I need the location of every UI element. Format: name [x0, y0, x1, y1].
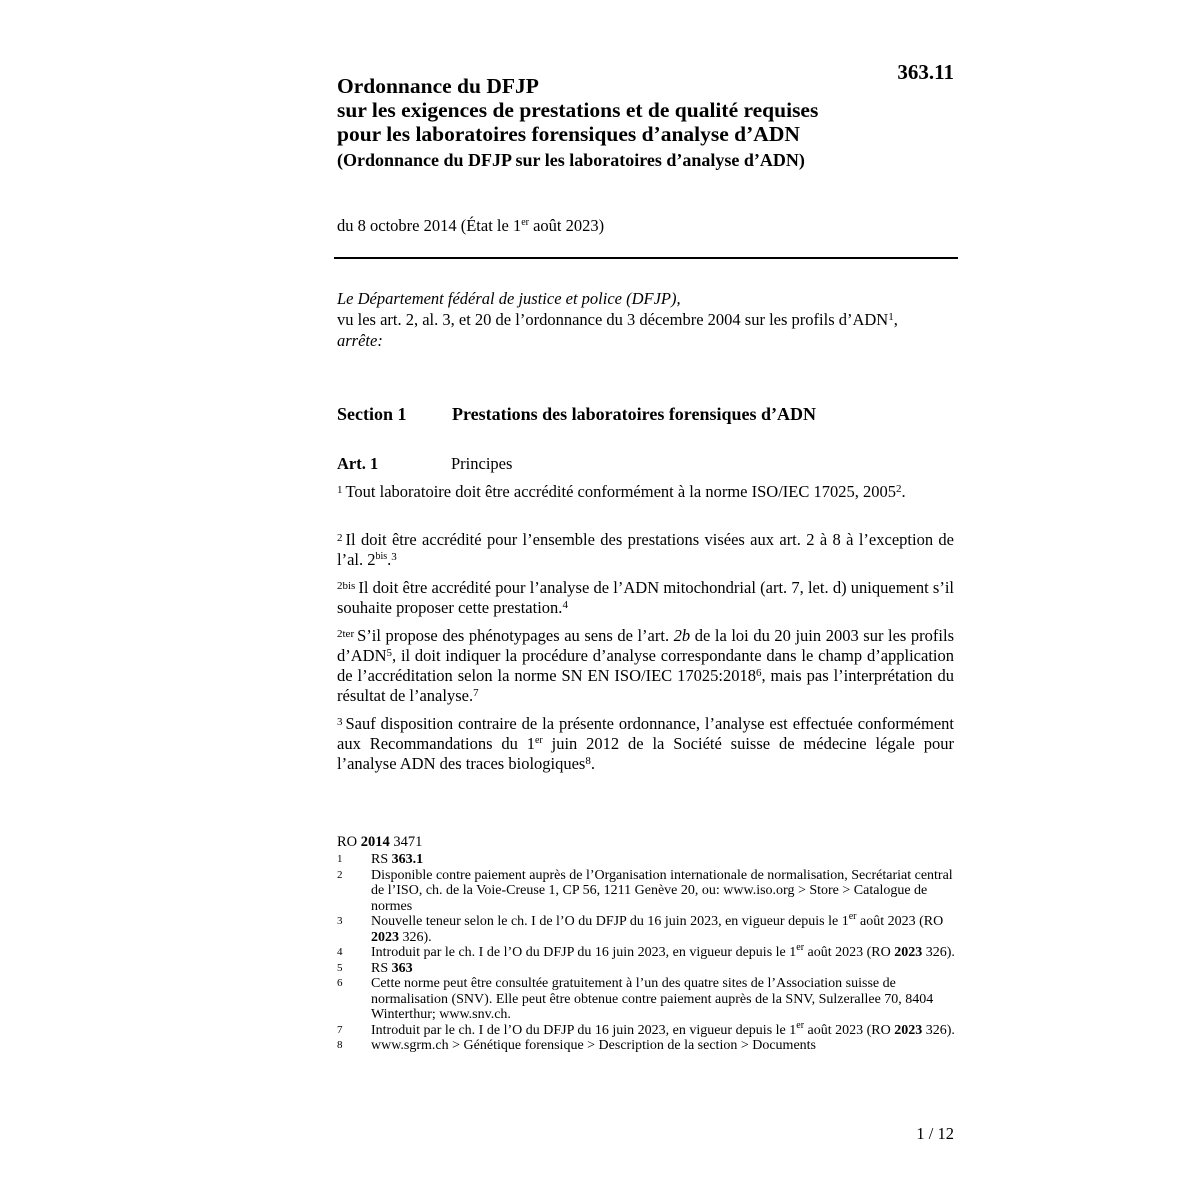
footnote-text	[371, 961, 957, 977]
paragraph-text: juin 2012 de la Société suisse de médecine légale pour l’analyse ADN des traces biologiques	[337, 734, 954, 773]
fn-text: Nouvelle teneur selon le ch. I de l’O du DFJP du 16 juin 2023, en vigueur depuis le 1	[371, 914, 849, 929]
footnote-number: 3	[337, 915, 343, 927]
footnote-number: 4	[337, 946, 343, 958]
page-number: 1 / 12	[916, 1124, 954, 1143]
paragraph-text: de la loi du 20 juin 2003 sur les profils d’ADN	[337, 626, 954, 665]
fn-bold: 2023	[894, 1022, 923, 1038]
ro-year: 2014	[360, 834, 390, 850]
footnote-text	[371, 911, 957, 945]
fn-text: 326).	[922, 945, 955, 960]
official-compilation-ref	[337, 834, 422, 851]
paragraph-number: 2bis	[337, 580, 356, 592]
footnote-ref[interactable]: 7	[473, 687, 479, 699]
paragraph-text: S’il propose des phénotypages au sens de l’art.	[357, 626, 674, 645]
fn-bold: 363	[391, 960, 413, 976]
paragraph-end: .	[590, 754, 595, 773]
basis-text: vu les art. 2, al. 3, et 20 de l’ordonnance du 3 décembre 2004 sur les profils d’ADN	[337, 310, 889, 329]
footnote-number: 2	[337, 868, 343, 881]
footnote-number: 8	[337, 1039, 343, 1051]
short-title: (Ordonnance du DFJP sur les laboratoires d’analyse d’ADN)	[337, 150, 805, 170]
paragraph-sup: bis	[375, 551, 388, 562]
footnotes	[337, 852, 957, 1054]
fn-text: Introduit par le ch. I de l’O du DFJP du 16 juin 2023, en vigueur depuis le 1	[371, 945, 797, 960]
paragraph-text: Sauf disposition contraire de la présente ordonnance, l’analyse est effectuée conformément aux Recommandations du 1	[337, 714, 954, 753]
paragraph-text: , mais pas l’interprétation du résultat de l’analyse.	[337, 666, 954, 705]
fn-text: 326).	[399, 929, 432, 945]
fn-text: août 2023 (RO	[804, 1022, 895, 1038]
footnote-5	[337, 961, 957, 977]
ro-page: 3471	[389, 834, 423, 850]
title-line-2: sur les exigences de prestations et de qualité requises	[337, 98, 819, 122]
paragraph-text: , il doit indiquer la procédure d’analyse correspondante dans le champ d’application de l’accréditation selon la norme SN EN ISO/IEC 17025:2018	[337, 646, 954, 685]
fn-text: août 2023 (RO	[856, 914, 944, 929]
preamble	[337, 288, 957, 351]
footnote-ref[interactable]: 4	[562, 599, 568, 611]
footnote-ref[interactable]: 8	[585, 755, 591, 767]
paragraph-text: Il doit être accrédité pour l’analyse de l’ADN mitochondrial (art. 7, let. d) uniquement s’il souhaite proposer cette prestation.	[337, 578, 954, 617]
fn-sup: er	[796, 1019, 805, 1031]
footnote-text: Disponible contre paiement auprès de l’Organisation internationale de normalisation, Secrétariat central de l’ISO, ch. de la Voie-Creuse 1, CP 56, 1211 Genève 20, ou: www.iso.org > Store > Catalogue de normes	[371, 867, 953, 914]
paragraph-text: Il doit être accrédité pour l’ensemble des prestations visées aux art. 2 à 8 à l’exception de l’al. 2	[337, 530, 954, 569]
footnote-3	[337, 911, 957, 945]
fn-text: août 2023 (RO	[804, 945, 895, 960]
title-line-1: Ordonnance du DFJP	[337, 74, 539, 98]
footnote-ref[interactable]: 5	[386, 647, 392, 659]
fn-prefix: RS	[371, 960, 392, 976]
section-heading	[337, 404, 816, 425]
footnote-text	[371, 942, 957, 961]
footnote-number: 6	[337, 977, 343, 989]
footnote-ref[interactable]: 3	[391, 551, 397, 563]
footnote-text: Cette norme peut être consultée gratuitement à l’un des quatre sites de l’Association suisse de normalisation (SNV). Elle peut être obtenue contre paiement auprès de la SNV, Sulzerallee 70, 8404 Winterthur; www.snv.ch.	[371, 976, 934, 1022]
preamble-basis	[337, 309, 957, 330]
title-line-3: pour les laboratoires forensiques d’analyse d’ADN	[337, 122, 800, 146]
preamble-authority: Le Département fédéral de justice et police (DFJP),	[337, 289, 681, 308]
date-text-end: août 2023)	[528, 216, 605, 235]
document-title	[337, 74, 897, 171]
article-label: Art. 1	[337, 454, 379, 473]
footnote-text: www.sgrm.ch > Génétique forensique > Description de la section > Documents	[371, 1038, 816, 1053]
sr-number: 363.11	[897, 60, 954, 84]
paragraph-number: 2ter	[337, 628, 355, 640]
footnote-text	[371, 1019, 957, 1039]
paragraph-end: .	[901, 482, 906, 501]
paragraph-2	[337, 530, 954, 570]
paragraph-number: 3	[337, 716, 343, 728]
fn-bold: 2023	[371, 929, 399, 945]
ro-prefix: RO	[337, 834, 361, 850]
basis-end: ,	[893, 310, 898, 329]
fn-prefix: RS	[371, 852, 392, 867]
footnote-number: 1	[337, 853, 343, 865]
fn-text: Introduit par le ch. I de l’O du DFJP du 16 juin 2023, en vigueur depuis le 1	[371, 1022, 797, 1038]
paragraph-2bis	[337, 578, 954, 618]
article-heading	[337, 454, 512, 474]
footnote-1	[337, 852, 957, 868]
fn-sup: er	[796, 942, 805, 953]
footnote-6	[337, 976, 957, 1023]
footnote-ref[interactable]: 2	[896, 483, 902, 495]
preamble-decree: arrête:	[337, 331, 383, 350]
section-title: Prestations des laboratoires forensiques d’ADN	[452, 404, 816, 424]
paragraph-number: 2	[337, 532, 343, 544]
horizontal-rule	[334, 257, 958, 259]
enactment-date	[337, 216, 604, 236]
footnote-8	[337, 1038, 957, 1054]
footnote-2	[337, 868, 957, 915]
paragraph-3	[337, 714, 954, 774]
article-reference: 2b	[673, 626, 691, 645]
footnote-number: 5	[337, 961, 343, 974]
date-text: du 8 octobre 2014 (État le 1	[337, 216, 522, 235]
paragraph-1	[337, 482, 954, 502]
footnote-ref[interactable]: 6	[755, 667, 762, 679]
fn-bold: 2023	[894, 945, 923, 960]
fn-text: 326).	[922, 1022, 955, 1038]
footnote-text	[371, 852, 957, 868]
paragraph-sup: er	[534, 735, 543, 746]
article-title: Principes	[451, 454, 513, 473]
paragraph-end: .	[387, 550, 392, 569]
footnote-number: 7	[337, 1023, 343, 1036]
paragraph-2ter	[337, 626, 954, 706]
section-label: Section 1	[337, 404, 407, 424]
paragraph-number: 1	[337, 484, 343, 496]
date-sup: er	[521, 217, 529, 228]
footnote-ref[interactable]: 1	[888, 311, 894, 323]
fn-sup: er	[848, 911, 857, 922]
paragraph-text: Tout laboratoire doit être accrédité conformément à la norme ISO/IEC 17025, 2005	[345, 482, 896, 501]
footnote-7	[337, 1019, 957, 1039]
fn-bold: 363.1	[391, 852, 424, 867]
footnote-4	[337, 942, 957, 961]
